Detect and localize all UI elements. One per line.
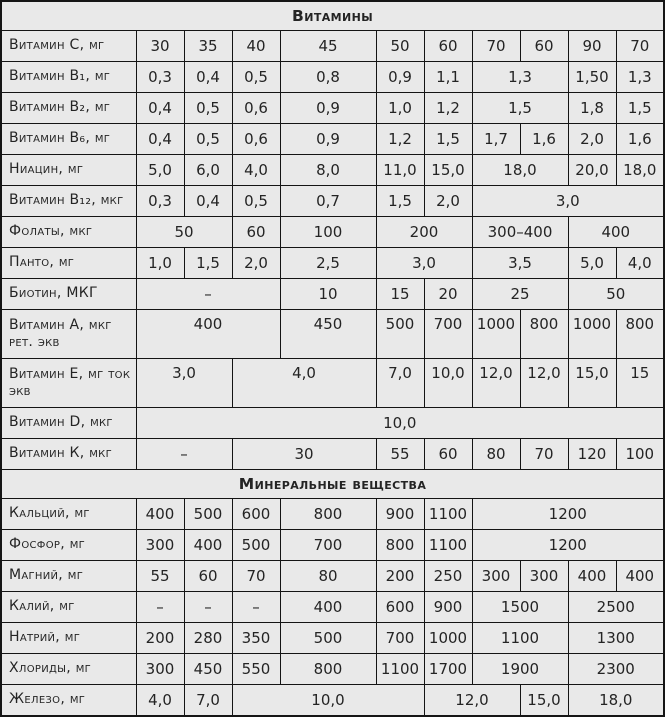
value-cell: 1,0: [136, 248, 184, 279]
value-cell: 1,50: [568, 62, 616, 93]
row-label: Витамин В₁, мг: [1, 62, 136, 93]
value-cell: 15,0: [424, 155, 472, 186]
table-row: [1, 654, 664, 685]
value-cell: 40: [232, 31, 280, 62]
value-cell: 200: [136, 623, 184, 654]
value-cell: 1700: [424, 654, 472, 685]
value-cell: 200: [376, 561, 424, 592]
value-cell: 55: [136, 561, 184, 592]
value-cell: 300: [520, 561, 568, 592]
value-cell: 700: [376, 623, 424, 654]
nutrition-table-body: [1, 1, 664, 716]
section-header-row: [1, 470, 664, 499]
value-cell: 3,0: [136, 359, 232, 408]
value-cell: 2,0: [424, 186, 472, 217]
row-label: Калий, мг: [1, 592, 136, 623]
value-cell: 80: [472, 439, 520, 470]
value-cell: 0,5: [232, 186, 280, 217]
value-cell: 1,5: [616, 93, 664, 124]
value-cell: 10,0: [424, 359, 472, 408]
value-cell: 1,2: [376, 124, 424, 155]
value-cell: 1,5: [472, 93, 568, 124]
value-cell: 1,3: [616, 62, 664, 93]
value-cell: 70: [520, 439, 568, 470]
value-cell: 250: [424, 561, 472, 592]
value-cell: 10: [280, 279, 376, 310]
value-cell: 25: [472, 279, 568, 310]
value-cell: 0,4: [136, 93, 184, 124]
row-label: Витамин К, мкг: [1, 439, 136, 470]
value-cell: 0,9: [376, 62, 424, 93]
table-row: [1, 359, 664, 408]
row-label: Биотин, МКГ: [1, 279, 136, 310]
value-cell: 1,3: [472, 62, 568, 93]
table-row: [1, 186, 664, 217]
value-cell: 500: [376, 310, 424, 359]
value-cell: 2500: [568, 592, 664, 623]
value-cell: 1,5: [424, 124, 472, 155]
value-cell: 800: [376, 530, 424, 561]
value-cell: –: [232, 592, 280, 623]
row-label: Витамин В₆, мг: [1, 124, 136, 155]
row-label: Витамин А, мкг рет. экв: [1, 310, 136, 359]
value-cell: 1,5: [376, 186, 424, 217]
value-cell: 30: [136, 31, 184, 62]
value-cell: 300: [472, 561, 520, 592]
value-cell: 400: [280, 592, 376, 623]
value-cell: 12,0: [424, 685, 520, 717]
table-row: [1, 248, 664, 279]
table-row: [1, 155, 664, 186]
value-cell: 0,6: [232, 124, 280, 155]
value-cell: 2,5: [280, 248, 376, 279]
value-cell: 0,9: [280, 93, 376, 124]
value-cell: 90: [568, 31, 616, 62]
table-row: [1, 310, 664, 359]
value-cell: 900: [424, 592, 472, 623]
value-cell: 100: [280, 217, 376, 248]
value-cell: 0,5: [232, 62, 280, 93]
value-cell: 0,4: [184, 62, 232, 93]
value-cell: 1,6: [616, 124, 664, 155]
value-cell: 120: [568, 439, 616, 470]
value-cell: 300: [136, 654, 184, 685]
table-row: [1, 279, 664, 310]
value-cell: 1,2: [424, 93, 472, 124]
value-cell: –: [136, 279, 280, 310]
value-cell: 0,5: [184, 93, 232, 124]
value-cell: 300: [136, 530, 184, 561]
value-cell: 1100: [424, 499, 472, 530]
section-header: Витамины: [1, 1, 664, 31]
value-cell: 0,4: [184, 186, 232, 217]
value-cell: 1300: [568, 623, 664, 654]
value-cell: 700: [424, 310, 472, 359]
value-cell: 0,7: [280, 186, 376, 217]
value-cell: 500: [280, 623, 376, 654]
row-label: Ниацин, мг: [1, 155, 136, 186]
value-cell: 400: [136, 499, 184, 530]
value-cell: 60: [184, 561, 232, 592]
value-cell: 200: [376, 217, 472, 248]
table-row: [1, 561, 664, 592]
value-cell: 800: [520, 310, 568, 359]
value-cell: 0,6: [232, 93, 280, 124]
value-cell: 35: [184, 31, 232, 62]
value-cell: 50: [136, 217, 232, 248]
value-cell: 1200: [472, 530, 664, 561]
value-cell: 0,3: [136, 186, 184, 217]
value-cell: 1,1: [424, 62, 472, 93]
value-cell: –: [136, 592, 184, 623]
value-cell: 100: [616, 439, 664, 470]
value-cell: –: [184, 592, 232, 623]
row-label: Витамин С, мг: [1, 31, 136, 62]
value-cell: 12,0: [520, 359, 568, 408]
row-label: Фолаты, мкг: [1, 217, 136, 248]
value-cell: 300–400: [472, 217, 568, 248]
value-cell: 45: [280, 31, 376, 62]
value-cell: 500: [184, 499, 232, 530]
table-row: [1, 623, 664, 654]
value-cell: 4,0: [232, 155, 280, 186]
row-label: Хлориды, мг: [1, 654, 136, 685]
value-cell: 0,3: [136, 62, 184, 93]
value-cell: 30: [232, 439, 376, 470]
value-cell: 60: [424, 439, 472, 470]
value-cell: 60: [232, 217, 280, 248]
value-cell: 20,0: [568, 155, 616, 186]
value-cell: 2,0: [568, 124, 616, 155]
table-row: [1, 530, 664, 561]
value-cell: 1,7: [472, 124, 520, 155]
value-cell: 15: [376, 279, 424, 310]
value-cell: 800: [616, 310, 664, 359]
value-cell: 0,9: [280, 124, 376, 155]
value-cell: 280: [184, 623, 232, 654]
value-cell: 3,5: [472, 248, 568, 279]
value-cell: 12,0: [472, 359, 520, 408]
value-cell: 1200: [472, 499, 664, 530]
value-cell: 2300: [568, 654, 664, 685]
table-row: [1, 685, 664, 717]
value-cell: 5,0: [136, 155, 184, 186]
value-cell: 18,0: [616, 155, 664, 186]
table-row: [1, 31, 664, 62]
row-label: Магний, мг: [1, 561, 136, 592]
value-cell: 400: [136, 310, 280, 359]
section-header-row: [1, 1, 664, 31]
value-cell: 2,0: [232, 248, 280, 279]
value-cell: 0,5: [184, 124, 232, 155]
value-cell: –: [136, 439, 232, 470]
table-row: [1, 93, 664, 124]
value-cell: 1100: [472, 623, 568, 654]
value-cell: 60: [424, 31, 472, 62]
value-cell: 70: [616, 31, 664, 62]
value-cell: 1500: [472, 592, 568, 623]
table-row: [1, 592, 664, 623]
value-cell: 70: [472, 31, 520, 62]
section-header: Минеральные вещества: [1, 470, 664, 499]
value-cell: 0,4: [136, 124, 184, 155]
value-cell: 1,0: [376, 93, 424, 124]
value-cell: 7,0: [184, 685, 232, 717]
table-row: [1, 62, 664, 93]
table-row: [1, 439, 664, 470]
value-cell: 7,0: [376, 359, 424, 408]
value-cell: 450: [184, 654, 232, 685]
value-cell: 600: [376, 592, 424, 623]
value-cell: 800: [280, 499, 376, 530]
value-cell: 1,5: [184, 248, 232, 279]
value-cell: 80: [280, 561, 376, 592]
value-cell: 8,0: [280, 155, 376, 186]
value-cell: 0,8: [280, 62, 376, 93]
value-cell: 10,0: [232, 685, 424, 717]
row-label: Кальций, мг: [1, 499, 136, 530]
value-cell: 70: [232, 561, 280, 592]
value-cell: 55: [376, 439, 424, 470]
value-cell: 1000: [568, 310, 616, 359]
value-cell: 550: [232, 654, 280, 685]
value-cell: 50: [376, 31, 424, 62]
value-cell: 700: [280, 530, 376, 561]
row-label: Железо, мг: [1, 685, 136, 717]
value-cell: 20: [424, 279, 472, 310]
value-cell: 50: [568, 279, 664, 310]
value-cell: 1900: [472, 654, 568, 685]
table-row: [1, 499, 664, 530]
value-cell: 500: [232, 530, 280, 561]
table-row: [1, 408, 664, 439]
value-cell: 18,0: [568, 685, 664, 717]
row-label: Витамин В₂, мг: [1, 93, 136, 124]
value-cell: 3,0: [472, 186, 664, 217]
value-cell: 1000: [424, 623, 472, 654]
value-cell: 11,0: [376, 155, 424, 186]
value-cell: 15,0: [520, 685, 568, 717]
table-row: [1, 217, 664, 248]
value-cell: 6,0: [184, 155, 232, 186]
value-cell: 400: [616, 561, 664, 592]
value-cell: 600: [232, 499, 280, 530]
value-cell: 4,0: [616, 248, 664, 279]
value-cell: 400: [184, 530, 232, 561]
value-cell: 1,6: [520, 124, 568, 155]
row-label: Витамин Е, мг ток экв: [1, 359, 136, 408]
value-cell: 3,0: [376, 248, 472, 279]
table-row: [1, 124, 664, 155]
value-cell: 350: [232, 623, 280, 654]
value-cell: 900: [376, 499, 424, 530]
value-cell: 10,0: [136, 408, 664, 439]
value-cell: 4,0: [232, 359, 376, 408]
value-cell: 5,0: [568, 248, 616, 279]
value-cell: 4,0: [136, 685, 184, 717]
value-cell: 18,0: [472, 155, 568, 186]
row-label: Панто, мг: [1, 248, 136, 279]
value-cell: 1,8: [568, 93, 616, 124]
value-cell: 1100: [424, 530, 472, 561]
value-cell: 1000: [472, 310, 520, 359]
value-cell: 400: [568, 561, 616, 592]
row-label: Витамин D, мкг: [1, 408, 136, 439]
value-cell: 400: [568, 217, 664, 248]
value-cell: 450: [280, 310, 376, 359]
row-label: Фосфор, мг: [1, 530, 136, 561]
row-label: Витамин В₁₂, мкг: [1, 186, 136, 217]
value-cell: 15,0: [568, 359, 616, 408]
value-cell: 1100: [376, 654, 424, 685]
value-cell: 800: [280, 654, 376, 685]
value-cell: 15: [616, 359, 664, 408]
row-label: Натрий, мг: [1, 623, 136, 654]
value-cell: 60: [520, 31, 568, 62]
